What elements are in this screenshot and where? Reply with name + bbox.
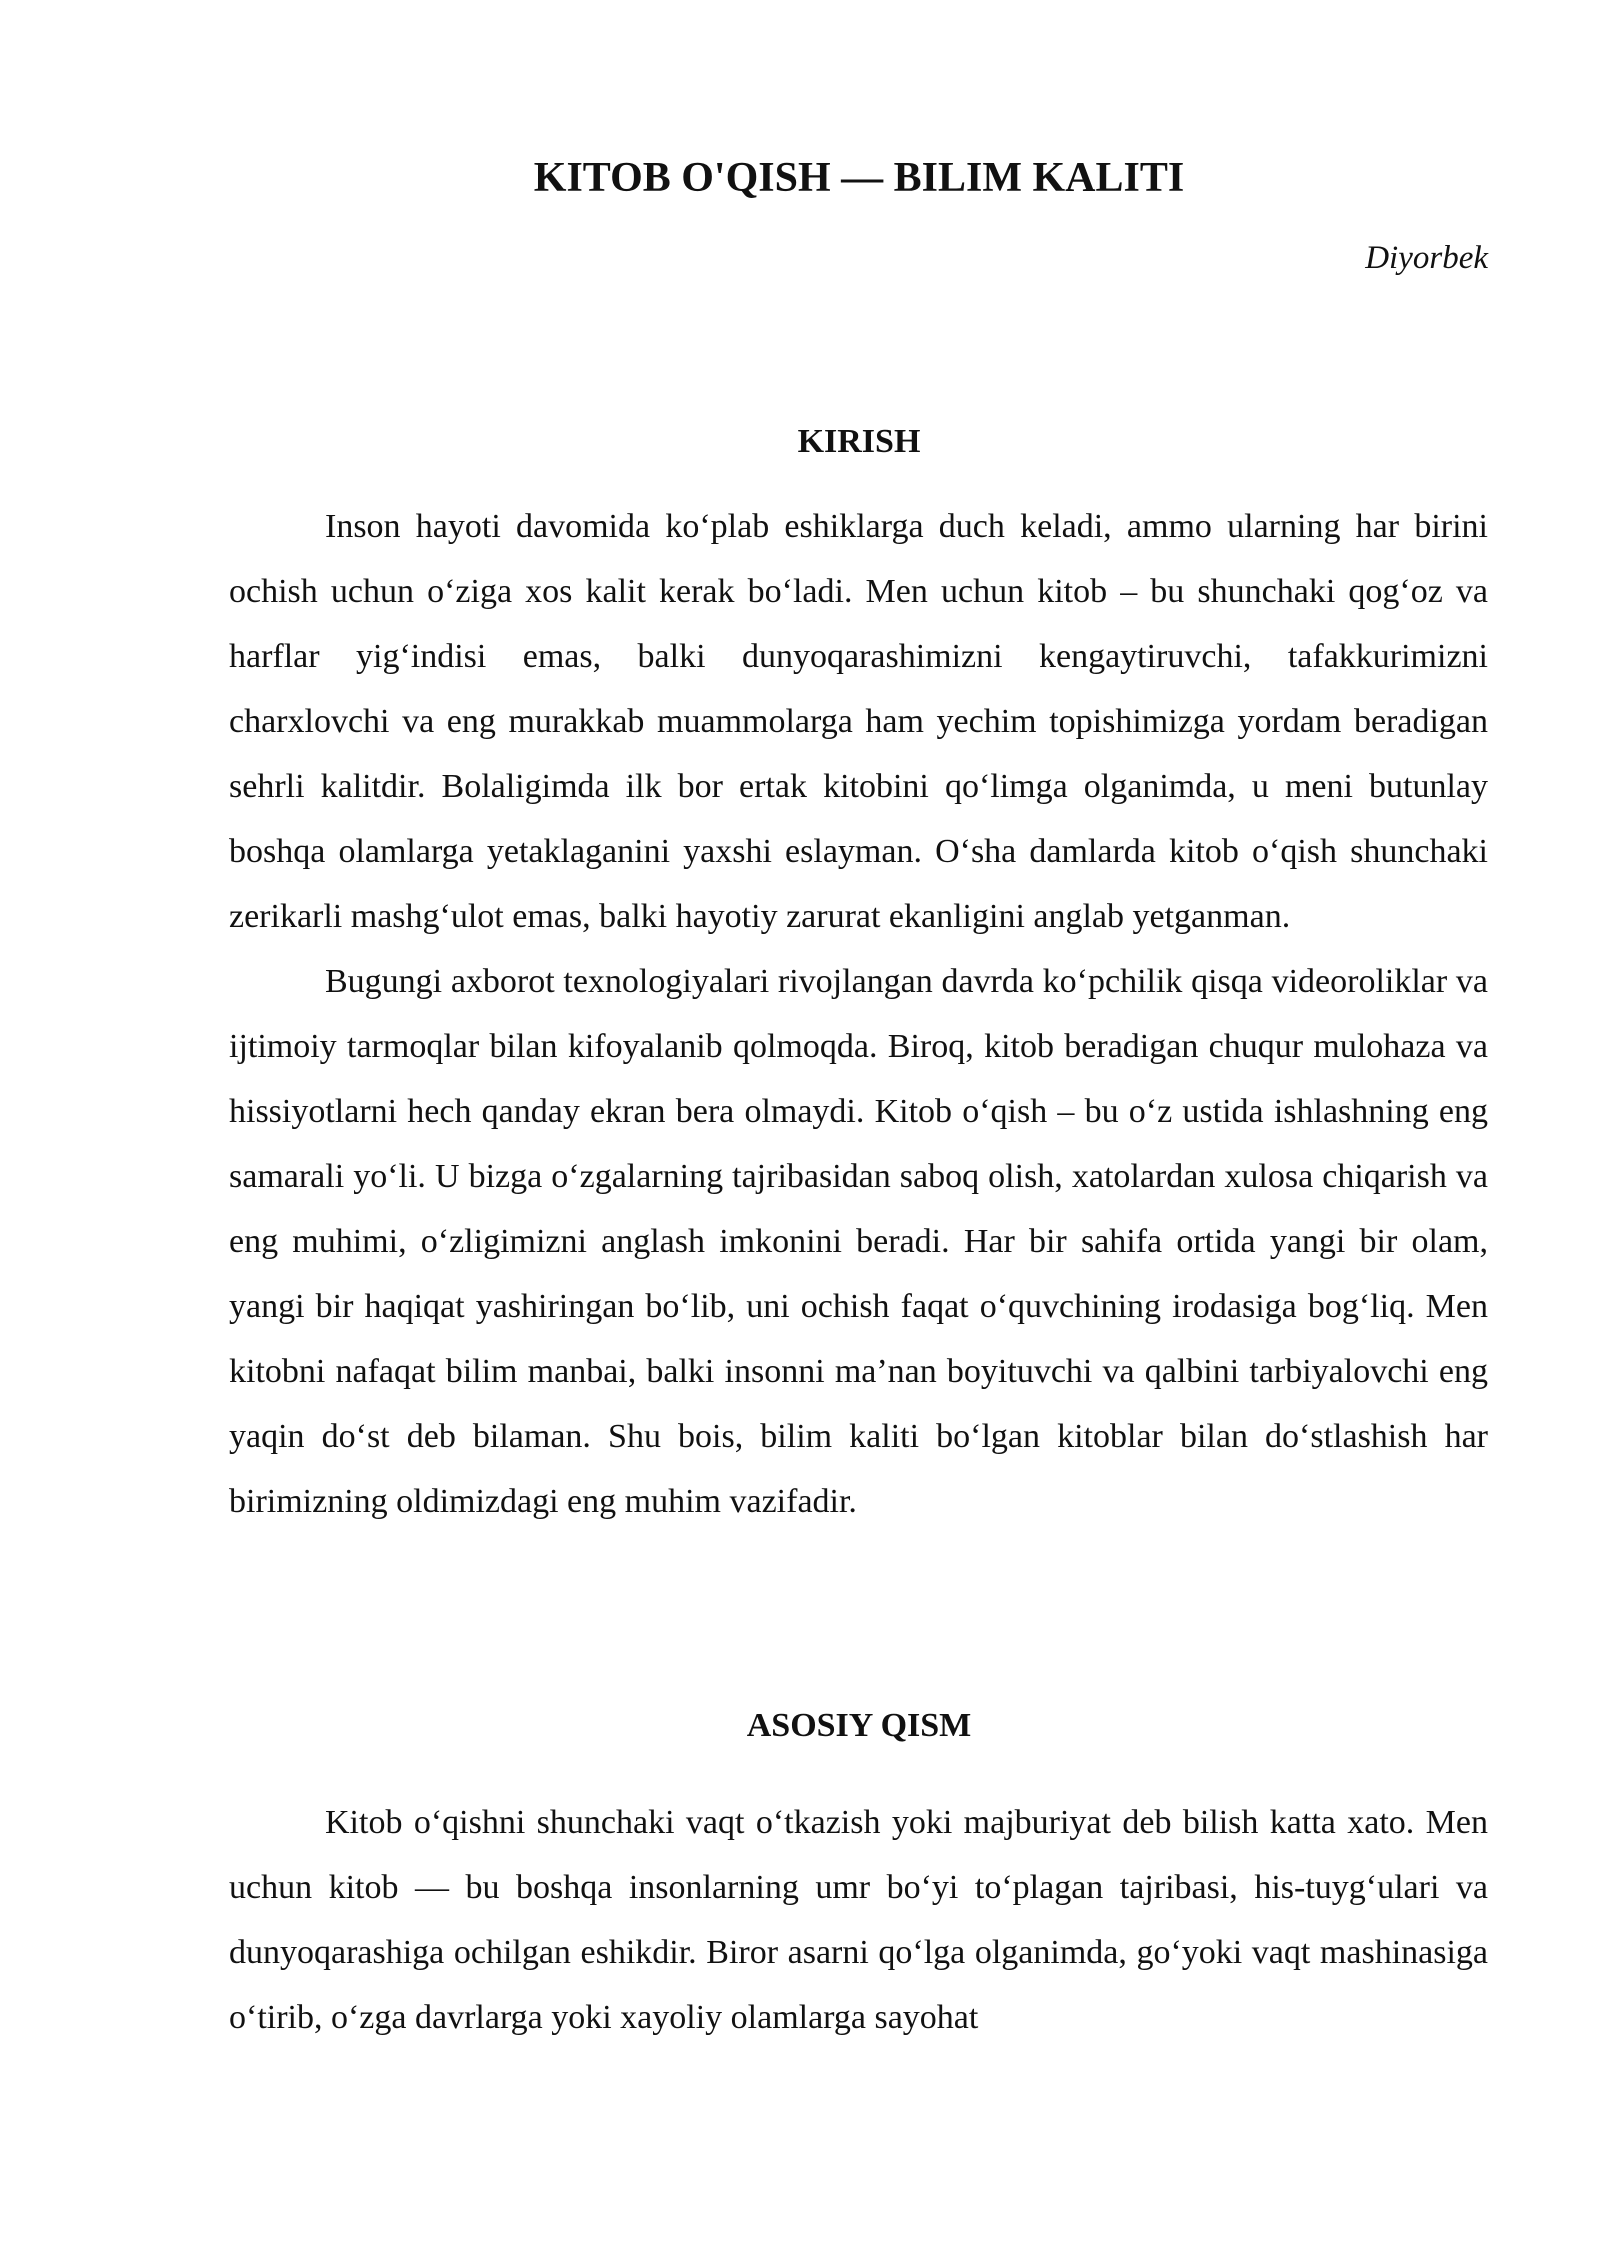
paragraph: Bugungi axborot texnologiyalari rivojlangan davrda ko‘pchilik qisqa videoroliklar va ijtimoiy tarmoqlar bilan kifoyalanib qolmoqda. Biroq, kitob beradigan chuqur mulohaza va hissiyotlarni hech qanday ekran bera olmaydi. Kitob o‘qish – bu o‘z ustida ishlashning eng samarali yo‘li. U bizga o‘zgalarning tajribasidan saboq olish, xatolardan xulosa chiqarish va eng muhimi, o‘zligimizni anglash imkonini beradi. Har bir sahifa ortida yangi bir olam, yangi bir haqiqat yashiringan bo‘lib, uni ochish faqat o‘quvchining irodasiga bog‘liq. Men kitobni nafaqat bilim manbai, balki insonni ma’nan boyituvchi va qalbini tarbiyalovchi eng yaqin do‘st deb bilaman. Shu bois, bilim kaliti bo‘lgan kitoblar bilan do‘stlashish har birimizning oldimizdagi eng muhim vazifadir. <box>229 963 1488 1520</box>
section-body-asosiy-qism <box>229 1790 1488 2050</box>
section-heading-kirish: KIRISH <box>797 423 921 460</box>
section-body-kirish <box>229 494 1488 1534</box>
paragraph: Kitob o‘qishni shunchaki vaqt o‘tkazish yoki majburiyat deb bilish katta xato. Men uchun kitob — bu boshqa insonlarning umr bo‘yi to‘plagan tajribasi, his-tuyg‘ulari va dunyoqarashiga ochilgan eshikdir. Biror asarni qo‘lga olganimda, go‘yoki vaqt mashinasiga o‘tirib, o‘zga davrlarga yoki xayoliy olamlarga sayohat <box>229 1804 1488 2036</box>
author-name: Diyorbek <box>1365 240 1488 276</box>
document-title: KITOB O'QISH — BILIM KALITI <box>533 155 1185 201</box>
paragraph: Inson hayoti davomida ko‘plab eshiklarga duch keladi, ammo ularning har birini ochish uchun o‘ziga xos kalit kerak bo‘ladi. Men uchun kitob – bu shunchaki qog‘oz va harflar yig‘indisi emas, balki dunyoqarashimizni kengaytiruvchi, tafakkurimizni charxlovchi va eng murakkab muammolarga ham yechim topishimizga yordam beradigan sehrli kalitdir. Bolaligimda ilk bor ertak kitobini qo‘limga olganimda, u meni butunlay boshqa olamlarga yetaklaganini yaxshi eslayman. O‘sha damlarda kitob o‘qish shunchaki zerikarli mashg‘ulot emas, balki hayotiy zarurat ekanligini anglab yetganman. <box>229 508 1488 935</box>
section-heading-asosiy-qism: ASOSIY QISM <box>746 1707 972 1744</box>
